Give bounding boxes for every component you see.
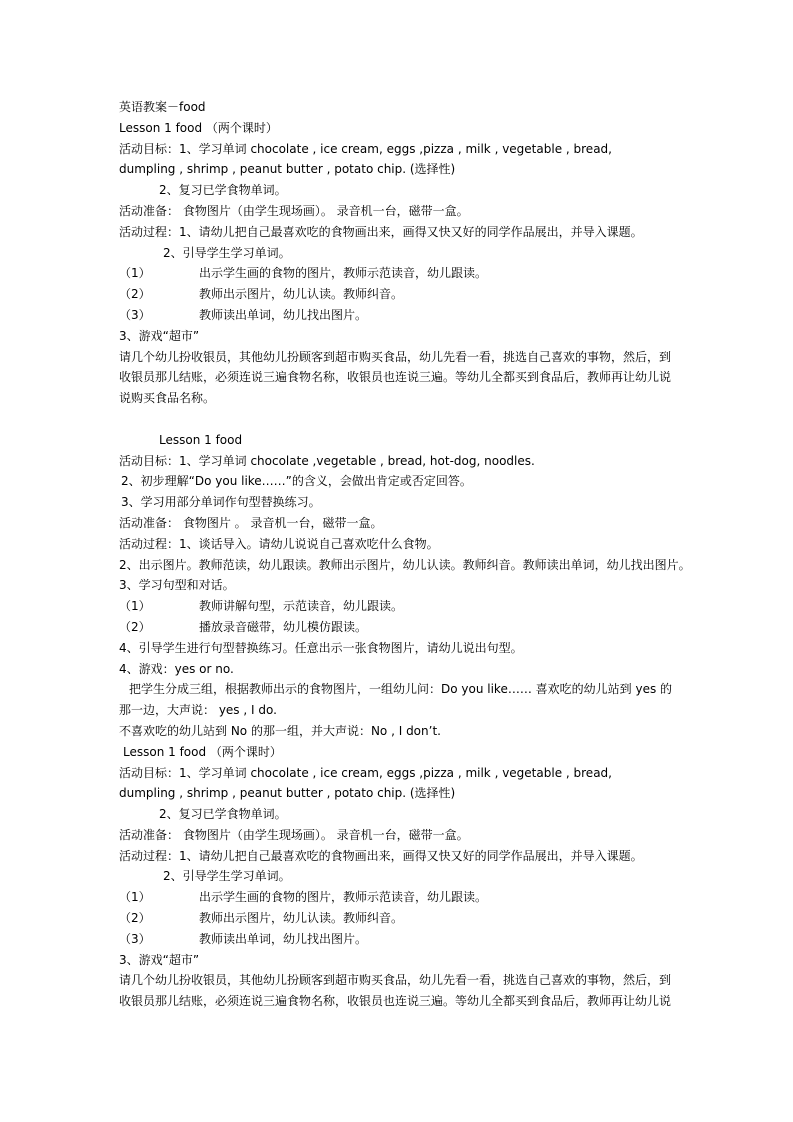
step-number: （3） (119, 931, 151, 946)
activity-prep: 活动准备： 食物图片（由学生现场画）。 录音机一台，磁带一盒。 (119, 827, 469, 842)
game-description: 收银员那儿结账，必须连说三遍食物名称，收银员也连说三遍。等幼儿全都买到食品后，教师再让幼儿说 (119, 994, 672, 1009)
game-description: 那一边，大声说： yes , I do. (119, 703, 277, 718)
game-description: 请几个幼儿扮收银员，其他幼儿扮顾客到超市购买食品，幼儿先看一看，挑选自己喜欢的事物，然后，到 (119, 973, 672, 988)
step-text: 教师讲解句型，示范读音，幼儿跟读。 (199, 599, 404, 614)
activity-goal-2: 2、初步理解“Do you like……”的含义，会做出肯定或否定回答。 (121, 474, 472, 489)
activity-prep: 活动准备： 食物图片（由学生现场画）。 录音机一台，磁带一盒。 (119, 203, 469, 218)
activity-prep: 活动准备： 食物图片 。 录音机一台，磁带一盒。 (119, 515, 383, 530)
step-number: （2） (119, 911, 151, 926)
spacer (119, 409, 684, 430)
step-number: （3） (119, 307, 151, 322)
step-text: 出示学生画的食物的图片，教师示范读音，幼儿跟读。 (199, 266, 488, 281)
step-item (119, 263, 684, 284)
document-title: 英语教案－food (119, 100, 206, 114)
activity-goal-2: 2、复习已学食物单词。 (159, 183, 287, 198)
step-text: 教师读出单词，幼儿找出图片。 (199, 307, 368, 322)
step-number: （1） (119, 599, 151, 614)
activity-goal-3: 3、学习用部分单词作句型替换练习。 (121, 495, 321, 510)
step-item (119, 284, 684, 305)
document-page (119, 97, 691, 1012)
step-number: （1） (119, 890, 151, 905)
activity-process-2: 2、引导学生学习单词。 (163, 869, 291, 884)
activity-goal: 活动目标：1、学习单词 chocolate , ice cream, eggs ,pizza , milk , vegetable , bread, (119, 141, 612, 156)
step-item (119, 596, 684, 617)
lesson-heading: Lesson 1 food （两个课时） (119, 120, 278, 135)
activity-process-1: 活动过程：1、请幼儿把自己最喜欢吃的食物画出来，画得又快又好的同学作品展出，并导入课题。 (119, 224, 643, 239)
activity-process-2: 2、引导学生学习单词。 (163, 245, 291, 260)
game-heading: 3、游戏“超市” (119, 328, 200, 343)
step-text: 出示学生画的食物的图片，教师示范读音，幼儿跟读。 (199, 890, 488, 905)
step-text: 教师出示图片，幼儿认读。教师纠音。 (199, 287, 404, 302)
activity-goal-continued: dumpling , shrimp , peanut butter , potato chip. (选择性) (119, 786, 456, 801)
activity-goal: 活动目标：1、学习单词 chocolate , ice cream, eggs ,pizza , milk , vegetable , bread, (119, 765, 612, 780)
step-item (119, 617, 684, 638)
activity-process-2: 2、出示图片。教师范读，幼儿跟读。教师出示图片，幼儿认读。教师纠音。教师读出单词，幼儿找出图片。 (119, 557, 691, 572)
step-number: （2） (119, 287, 151, 302)
step-number: （1） (119, 266, 151, 281)
game-description: 把学生分成三组，根据教师出示的食物图片，一组幼儿问：Do you like…… 喜欢吃的幼儿站到 yes 的 (129, 682, 673, 697)
step-text: 教师出示图片，幼儿认读。教师纠音。 (199, 911, 404, 926)
game-description: 不喜欢吃的幼儿站到 No 的那一组，并大声说：No , I don’t. (119, 723, 441, 738)
lesson-heading: Lesson 1 food （两个课时） (123, 744, 282, 759)
activity-process-4: 4、引导学生进行句型替换练习。任意出示一张食物图片，请幼儿说出句型。 (119, 640, 523, 655)
step-item (119, 887, 684, 908)
step-text: 播放录音磁带，幼儿模仿跟读。 (199, 619, 368, 634)
activity-process-1: 活动过程：1、请幼儿把自己最喜欢吃的食物画出来，画得又快又好的同学作品展出，并导入课题。 (119, 848, 643, 863)
game-description: 请几个幼儿扮收银员，其他幼儿扮顾客到超市购买食品，幼儿先看一看，挑选自己喜欢的事物，然后，到 (119, 349, 672, 364)
step-item (119, 908, 684, 929)
step-item (119, 305, 684, 326)
activity-goal-continued: dumpling , shrimp , peanut butter , potato chip. (选择性) (119, 162, 456, 177)
activity-process-1: 活动过程：1、谈话导入。请幼儿说说自己喜欢吃什么食物。 (119, 536, 439, 551)
game-description: 说购买食品名称。 (119, 391, 216, 406)
activity-goal-2: 2、复习已学食物单词。 (159, 807, 287, 822)
step-item (119, 929, 684, 950)
game-heading: 3、游戏“超市” (119, 952, 200, 967)
activity-process-3: 3、学习句型和对话。 (119, 578, 235, 593)
step-text: 教师读出单词，幼儿找出图片。 (199, 931, 368, 946)
activity-goal: 活动目标：1、学习单词 chocolate ,vegetable , bread, hot-dog, noodles. (119, 453, 535, 468)
game-heading: 4、游戏：yes or no. (119, 661, 234, 676)
game-description: 收银员那儿结账，必须连说三遍食物名称，收银员也连说三遍。等幼儿全都买到食品后，教师再让幼儿说 (119, 370, 672, 385)
lesson-heading: Lesson 1 food (159, 432, 243, 447)
step-number: （2） (119, 619, 151, 634)
